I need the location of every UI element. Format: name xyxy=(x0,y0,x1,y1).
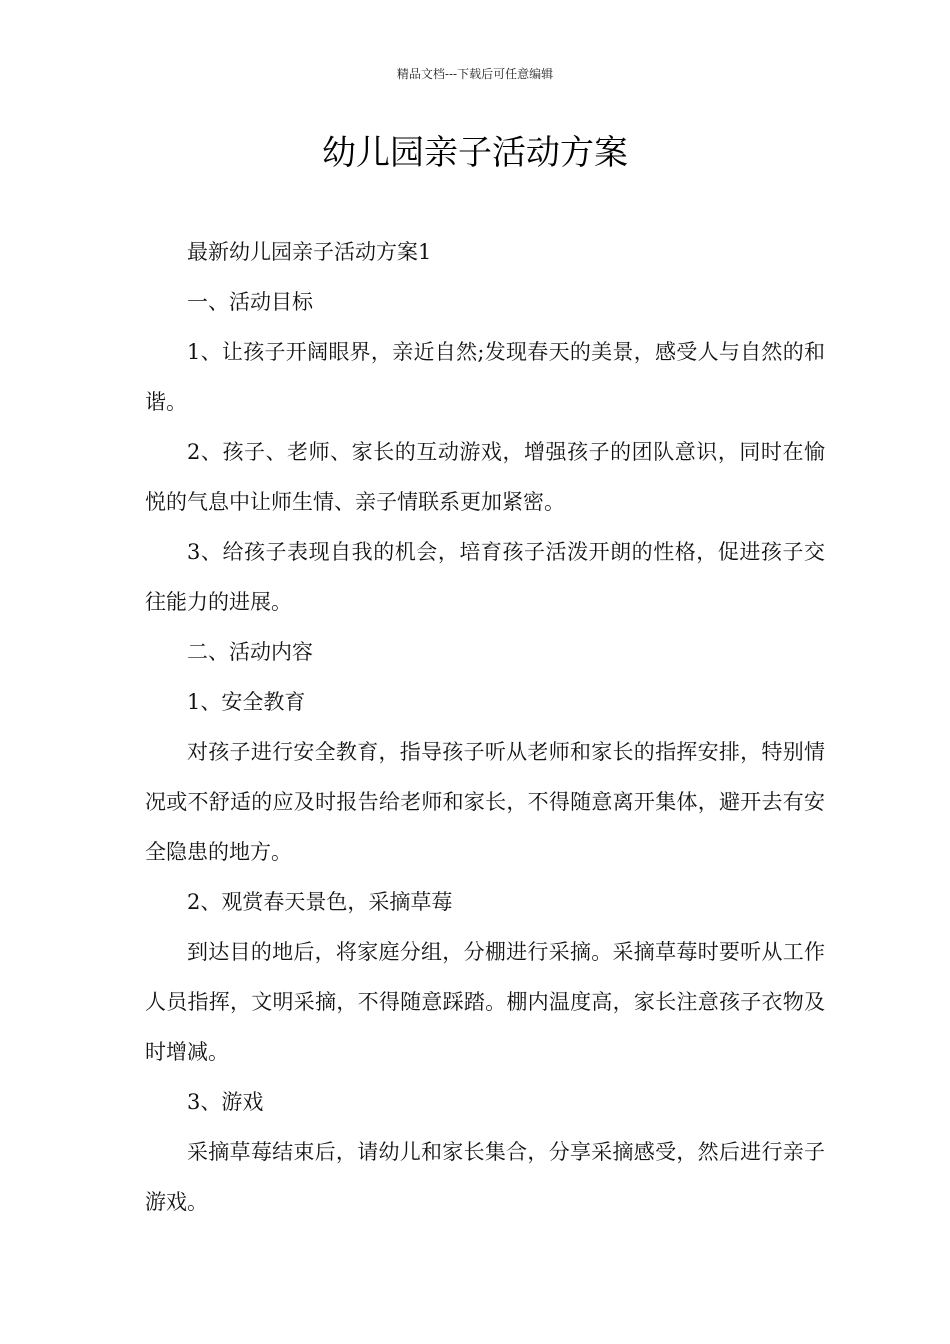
paragraph-goal-1: 1、让孩子开阔眼界，亲近自然;发现春天的美景，感受人与自然的和谐。 xyxy=(145,340,825,414)
subheading-spring-strawberry: 2、观赏春天景色，采摘草莓 xyxy=(187,890,453,914)
paragraph-goal-3: 3、给孩子表现自我的机会，培育孩子活泼开朗的性格，促进孩子交往能力的进展。 xyxy=(145,540,825,614)
paragraph-strawberry-picking: 到达目的地后，将家庭分组，分棚进行采摘。采摘草莓时要听从工作人员指挥，文明采摘，不得随意踩踏。棚内温度高，家长注意孩子衣物及时增减。 xyxy=(145,940,825,1064)
paragraph-goal-2: 2、孩子、老师、家长的互动游戏，增强孩子的团队意识，同时在愉悦的气息中让师生情、亲子情联系更加紧密。 xyxy=(145,440,825,514)
page-header: 精品文档---下载后可任意编辑 xyxy=(396,67,554,81)
subheading-games: 3、游戏 xyxy=(187,1090,264,1114)
paragraph-safety-education: 对孩子进行安全教育，指导孩子听从老师和家长的指挥安排，特别情况或不舒适的应及时报告给老师和家长，不得随意离开集体，避开去有安全隐患的地方。 xyxy=(145,740,825,864)
heading-activity-goals: 一、活动目标 xyxy=(187,290,313,314)
document-title: 幼儿园亲子活动方案 xyxy=(322,133,628,173)
paragraph-games: 采摘草莓结束后，请幼儿和家长集合，分享采摘感受，然后进行亲子游戏。 xyxy=(145,1140,825,1214)
document-body xyxy=(145,227,825,1227)
heading-activity-content: 二、活动内容 xyxy=(187,640,313,664)
paragraph-section-title: 最新幼儿园亲子活动方案1 xyxy=(187,240,432,264)
subheading-safety-education: 1、安全教育 xyxy=(187,690,306,714)
